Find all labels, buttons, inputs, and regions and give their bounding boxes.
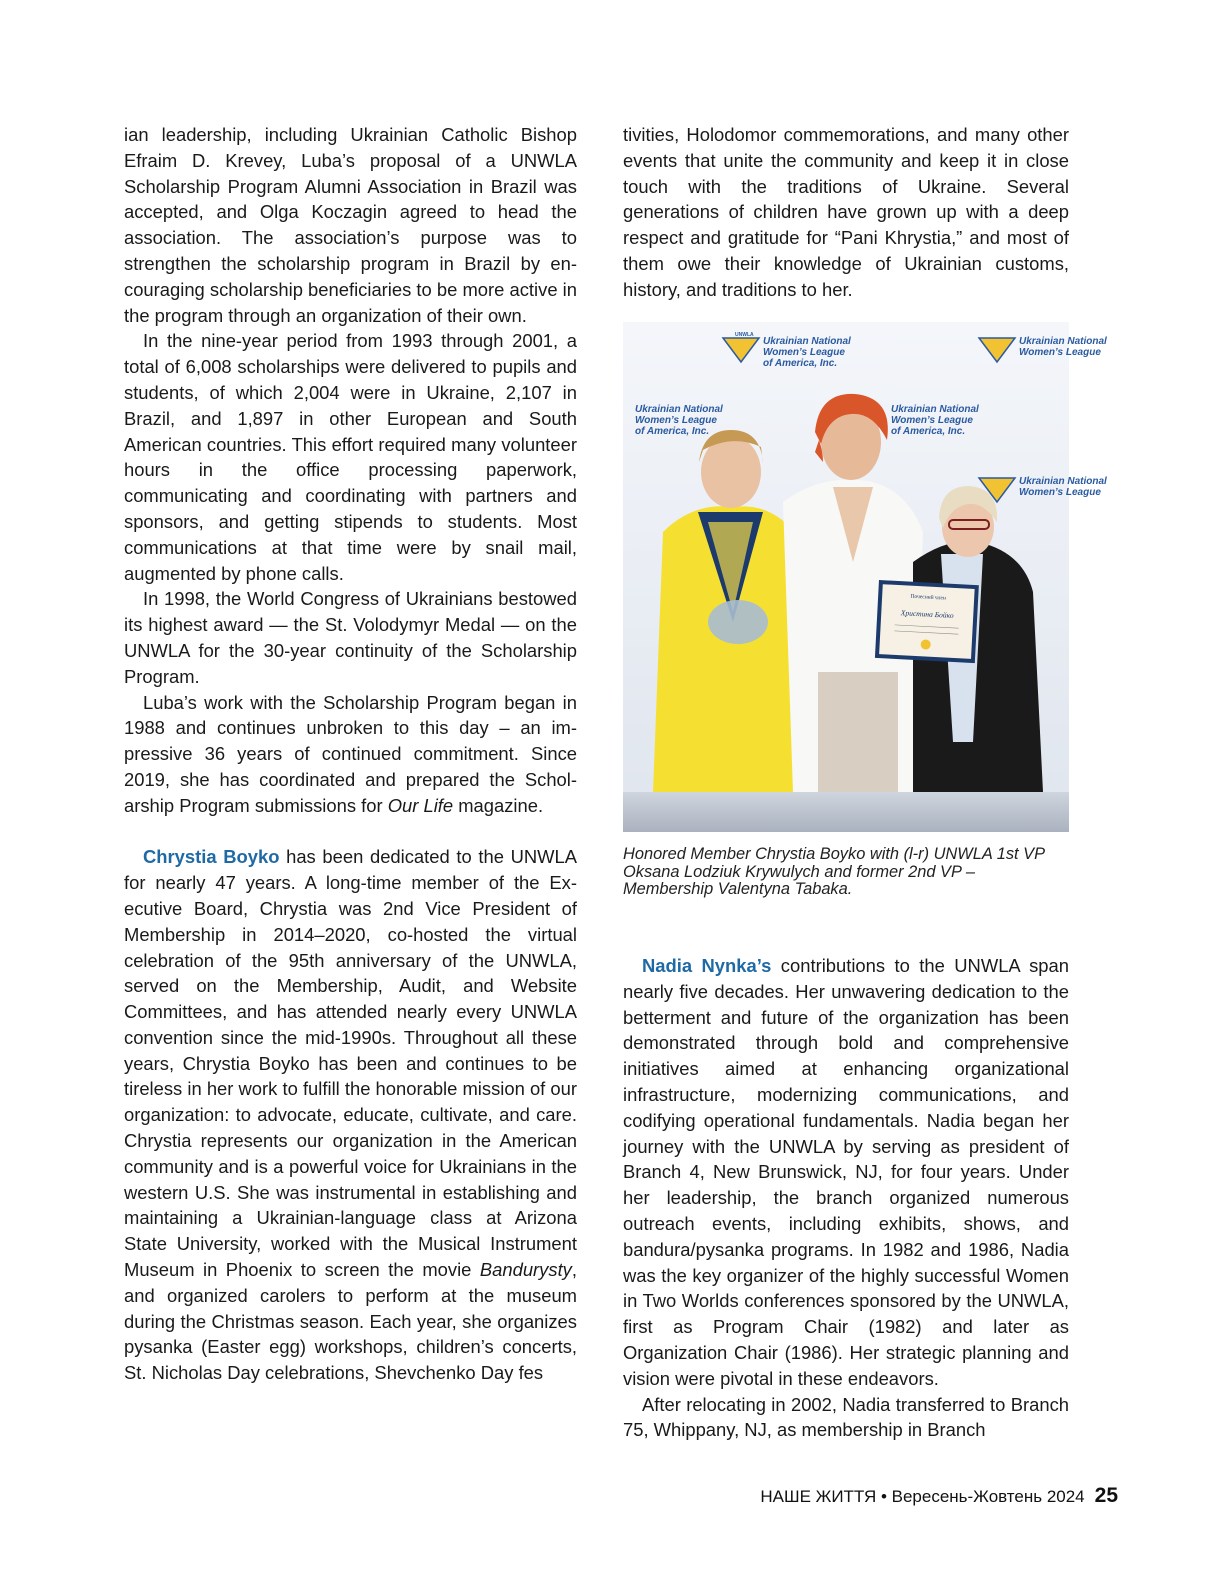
paragraph-chrystia-continued: tivities, Holodomor commemorations, and many other events that unite the community and keep it in close touch with the traditions of Ukraine. Several generations of children have grown up with a deep respect and gratitude for “Pani Khrystia,” and most of them owe their knowledge of Ukrainian customs, history, and traditions to her. [623,124,1069,300]
svg-text:Women’s League: Women’s League [1019,487,1101,498]
paragraph-alumni-association: ian leadership, including Ukrainian Catholic Bishop Efraim D. Krevey, Luba’s proposal of a UNWLA Scholarship Program Alumni Association in Brazil was accepted, and Olga Koczagin agreed to head the association. The association’s purpose was to strengthen the scholarship program in Brazil by encouraging scholarship beneficiaries to be more active in the program through an organization of their own. [124,124,577,326]
svg-text:of America, Inc.: of America, Inc. [891,426,966,437]
svg-text:Women’s League: Women’s League [763,347,845,358]
svg-text:of America, Inc.: of America, Inc. [635,426,710,437]
paragraph-luba-commitment: Luba’s work with the Scholarship Program began in 1988 and continues unbroken to this day – an impressive 36 years of continued commitment. Since 2019, she has coordinated and prepared the Scholarship Program submissions for Our Life magazine. [124,691,577,816]
paragraph-volodymyr-medal: In 1998, the World Congress of Ukrainians bestowed its highest award — the St. Volodymyr Medal — on the UNWLA for the 30-year continuity of the Scholarship Program. [124,588,577,687]
svg-text:Women’s League: Women’s League [1019,347,1101,358]
page-number: 25 [1094,1484,1118,1507]
svg-text:Ukrainian National: Ukrainian National [763,336,851,347]
svg-text:of America, Inc.: of America, Inc. [763,358,838,369]
award-photo-icon [623,322,1107,832]
movie-title: Bandurysty [479,1259,572,1281]
svg-text:Ukrainian National: Ukrainian National [635,404,723,415]
paragraph-nadia-nynka: Nadia Nynka’s contributions to the UNWLA span nearly five decades. Her unwavering dedication to the betterment and future of the organization has been demonstrated through bold and comprehensive initiatives aimed at enhancing organizational infrastructure, modernizing communications, and codifying operational fundamentals. Nadia began her journey with the UNWLA by serving as president of Branch 4, New Brunswick, NJ, for four years. Under her leadership, the branch organized numerous outreach events, including exhibits, shows, and bandura/pysanka programs. In 1982 and 1986, Nadia was the key organizer of the highly successful Women in Two Worlds conferences sponsored by the UNWLA, first as Program Chair (1982) and later as Organization Chair (1986). Her strategic planning and vision were pivotal in these endeavors. [623,955,1069,1389]
honoree-name-nadia: Nadia Nynka’s [642,955,772,976]
svg-text:Христина Бойко: Христина Бойко [900,608,954,620]
svg-text:Women’s League: Women’s League [891,415,973,426]
paragraph-scholarship-totals: In the nine-year period from 1993 through 2001, a total of 6,008 scholarships were delivered to pupils and students, of which 2,004 were in Ukraine, 2,107 in Brazil, and 1,897 in other European and South American countries. This effort required many volunteer hours in the office processing paperwork, communicating and coordinating with partners and sponsors, and getting stipends to students. Most communications at that time were by snail mail, augmented by phone calls. [124,330,577,584]
magazine-issue: НАШЕ ЖИТТЯ • Вересень-Жовтень 2024 [760,1487,1085,1506]
svg-text:UNWLA: UNWLA [735,332,754,338]
right-column-bottom [623,953,1069,1443]
svg-text:Women’s League: Women’s League [635,415,717,426]
paragraph-chrystia-boyko: Chrystia Boyko has been dedicated to the UNWLA for nearly 47 years. A long-time member of the Executive Board, Chrystia was 2nd Vice President of Membership in 2014–2020, co-hosted the virtual celebration of the 95th anniversary of the UNWLA, served on the Membership, Audit, and Website Committees, and has attended nearly every UNWLA convention since the mid-1990s. Throughout all these years, Chrystia Boyko has been and continues to be tireless in her work to fulfill the honorable mission of our organization: to advocate, educate, cultivate, and care. Chrystia represents our organization in the American community and is a powerful voice for Ukrainians in the western U.S. She was instrumental in establishing and maintaining a Ukrainian-language class at Arizona State University, worked with the Musical Instrument Museum in Phoenix to screen the movie Bandurysty, and organized carolers to perform at the museum during the Christmas season. Each year, she organizes pysanka (Easter egg) workshops, children’s concerts, St. Nicholas Day celebrations, Shevchenko Day fes [124,846,578,1384]
svg-text:Ukrainian National: Ukrainian National [1019,336,1107,347]
magazine-title: Our Life [387,794,454,816]
photo-caption: Honored Member Chrystia Boyko with (l-r) UNWLA 1st VP Oksana Lodziuk Krywulych and former 2nd VP – Membership Valentyna Tabaka. [623,845,1045,899]
svg-text:Ukrainian National: Ukrainian National [891,404,979,415]
svg-text:Ukrainian National: Ukrainian National [1019,476,1107,487]
certificate [875,580,979,663]
left-column [124,122,577,1386]
paragraph-nadia-relocation: After relocating in 2002, Nadia transferred to Branch 75, Whippany, NJ, as membership in Branch [623,1393,1069,1441]
honoree-name-chrystia: Chrystia Boyko [143,846,280,868]
svg-text:Почесний член: Почесний член [910,593,947,602]
page-footer [760,1484,1118,1508]
award-photo [623,322,1107,832]
right-column-top [623,122,1069,303]
